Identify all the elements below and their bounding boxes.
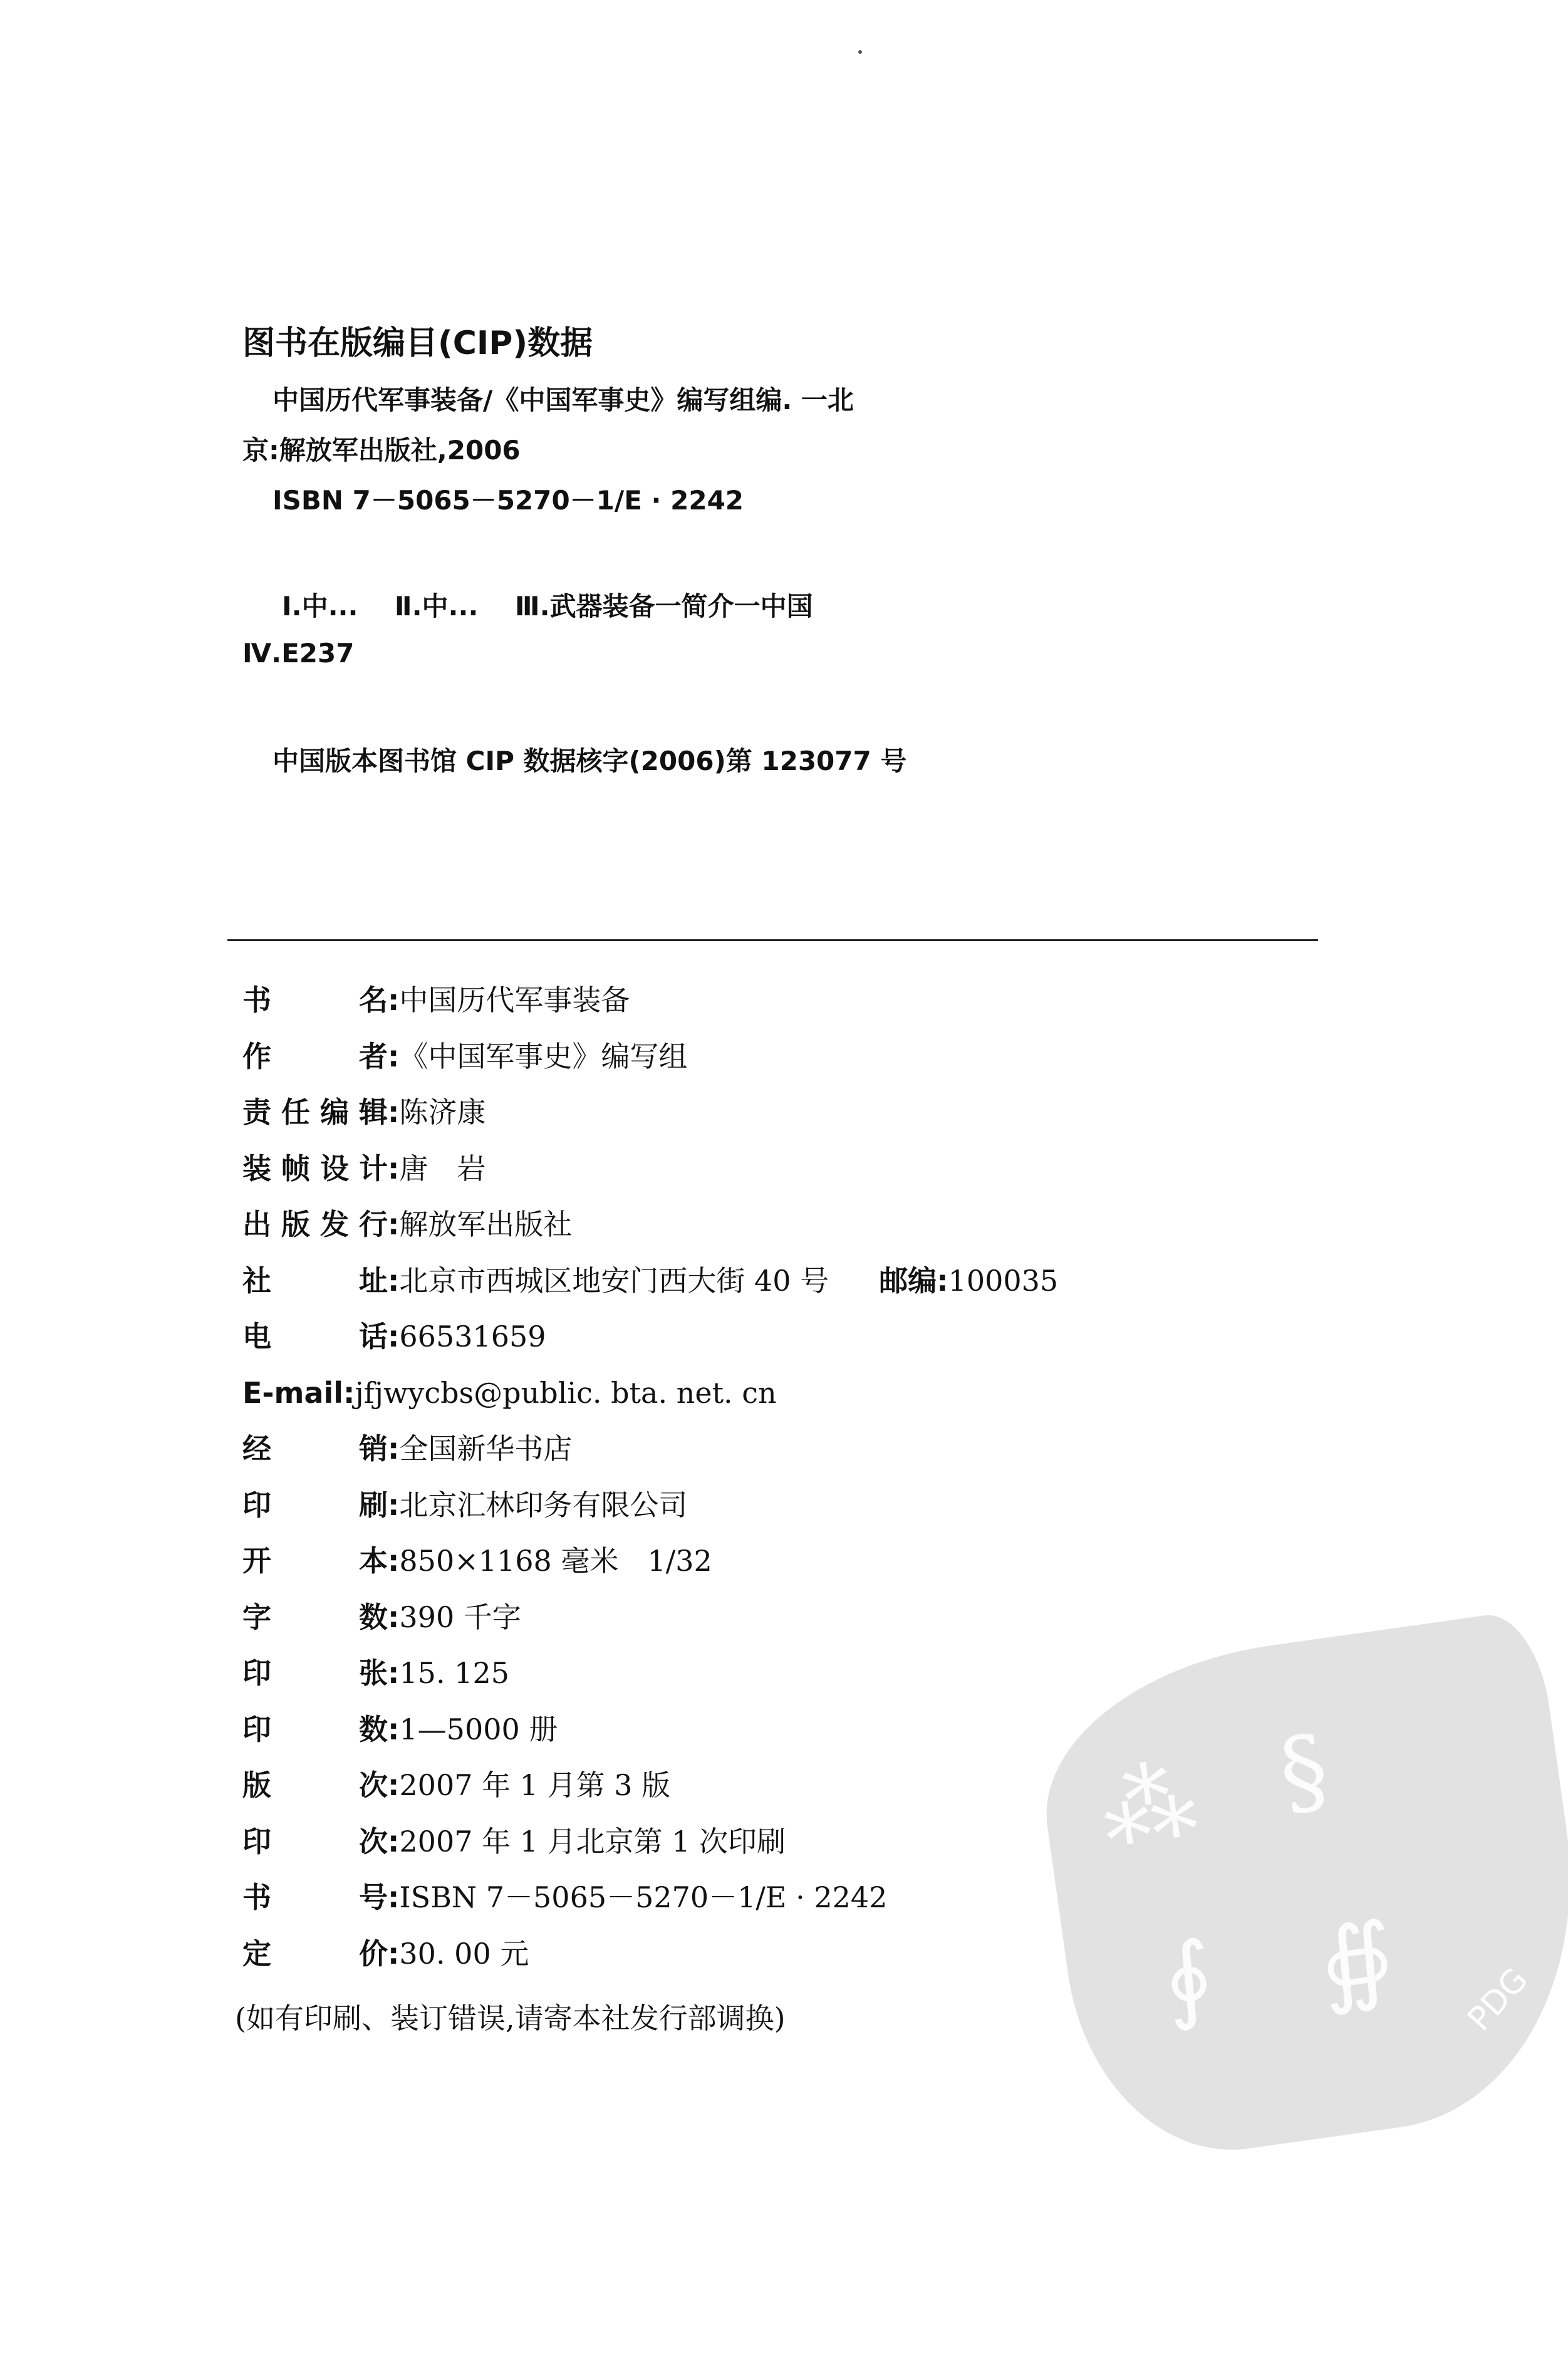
- colophon-row: [242, 1598, 521, 1636]
- colon: :: [388, 1712, 400, 1746]
- colon: :: [388, 1263, 400, 1298]
- colon: :: [388, 1432, 400, 1466]
- colophon-label: 书名: [242, 983, 388, 1017]
- colophon-row: [242, 1262, 1058, 1300]
- colophon-row: [242, 1878, 887, 1916]
- colon: :: [388, 1656, 400, 1690]
- colophon-label: 电话: [242, 1320, 388, 1353]
- colophon-label: 作者: [242, 1039, 388, 1073]
- colon: :: [388, 1207, 400, 1241]
- colophon-row: [242, 1935, 529, 1972]
- colophon-value: 2007 年 1 月第 3 版: [399, 1768, 671, 1802]
- seal-glyph: ∮: [1156, 1920, 1220, 2036]
- cip-isbn: ISBN 7－5065－5270－1/E · 2242: [273, 485, 744, 516]
- cip-line: 中国历代军事装备/《中国军事史》编写组编. 一北: [273, 385, 854, 415]
- colophon-label: 经销: [242, 1432, 388, 1466]
- colophon-label: 印次: [242, 1824, 388, 1858]
- colophon-label: 书号: [242, 1880, 388, 1914]
- colophon-row: [242, 1374, 777, 1412]
- colon: :: [343, 1375, 355, 1410]
- colophon-value: 唐 岩: [399, 1151, 486, 1185]
- colophon-value: jfjwycbs@public. bta. net. cn: [355, 1375, 777, 1410]
- colophon-row: [242, 1093, 485, 1131]
- colophon-row: [242, 1206, 572, 1243]
- colophon-row: [242, 1711, 558, 1748]
- colon: :: [388, 1880, 400, 1914]
- colophon-label: 版次: [242, 1768, 388, 1802]
- colophon-label: 出版发行: [242, 1207, 388, 1241]
- seal-glyph: §: [1273, 1714, 1335, 1830]
- colophon-row: [242, 1318, 546, 1355]
- colophon-value: 解放军出版社: [399, 1207, 573, 1241]
- postcode-value: 100035: [948, 1263, 1059, 1298]
- colophon-row: [242, 1486, 687, 1524]
- cip-heading: 图书在版编目(CIP)数据: [242, 325, 593, 362]
- colophon-value: 2007 年 1 月北京第 1 次印刷: [399, 1824, 786, 1858]
- seal-glyph: ⁂: [1094, 1746, 1203, 1867]
- cip-classification: Ⅰ.中... Ⅱ.中... Ⅲ.武器装备一简介一中国: [282, 591, 813, 622]
- colophon-value: 北京汇林印务有限公司: [399, 1488, 688, 1522]
- colophon-value: 中国历代军事装备: [399, 983, 630, 1017]
- watermark-text: PDG: [1460, 1961, 1536, 2038]
- colon: :: [388, 1768, 400, 1802]
- return-note: (如有印刷、装订错误,请寄本社发行部调换): [235, 2001, 786, 2035]
- colophon-row: [242, 1038, 687, 1075]
- colophon-value: 390 千字: [399, 1600, 521, 1634]
- scan-speck: [858, 50, 862, 54]
- divider-rule: [227, 939, 1318, 941]
- colophon-value: 《中国军事史》编写组: [399, 1039, 688, 1073]
- colophon-row: [242, 981, 630, 1019]
- colophon-label: 印数: [242, 1712, 388, 1746]
- colon: :: [388, 1320, 400, 1353]
- colon: :: [388, 1824, 400, 1858]
- colon: :: [388, 1095, 400, 1129]
- colophon-value: 1—5000 册: [399, 1712, 558, 1746]
- colophon-value: 850×1168 毫米 1/32: [399, 1544, 712, 1578]
- colon: :: [937, 1263, 948, 1298]
- colophon-row: [242, 1823, 786, 1860]
- colon: :: [388, 1488, 400, 1522]
- colophon-row: [242, 1654, 509, 1692]
- cip-class-number: Ⅳ.E237: [242, 638, 355, 669]
- colophon-value: ISBN 7－5065－5270－1/E · 2242: [399, 1880, 888, 1914]
- postcode-label: 邮编: [879, 1263, 937, 1298]
- colophon-value: 北京市西城区地安门西大街 40 号: [399, 1263, 829, 1298]
- colophon-value: 陈济康: [399, 1095, 486, 1129]
- seal-glyph: ∯: [1312, 1901, 1401, 2020]
- colophon-row: [242, 1542, 712, 1580]
- colophon-row: [242, 1430, 572, 1467]
- colophon-label: 责任编辑: [242, 1095, 388, 1129]
- colon: :: [388, 1151, 400, 1185]
- colophon-label: 社址: [242, 1263, 388, 1298]
- colophon-value: 15. 125: [399, 1656, 509, 1690]
- colophon-row: [242, 1766, 670, 1804]
- colon: :: [388, 1600, 400, 1634]
- watermark-seal: [1027, 1608, 1568, 2170]
- colophon-label: 字数: [242, 1600, 388, 1634]
- colophon-value: 全国新华书店: [399, 1432, 573, 1466]
- colophon-label: 开本: [242, 1544, 388, 1578]
- colophon-value: 30. 00 元: [399, 1936, 529, 1971]
- colon: :: [388, 1039, 400, 1073]
- colophon-label: 定价: [242, 1936, 388, 1971]
- colophon-row: [242, 1150, 485, 1187]
- colophon-label: 印刷: [242, 1488, 388, 1522]
- colophon-label: E-mail: [242, 1375, 344, 1410]
- cip-line: 京:解放军出版社,2006: [242, 435, 521, 466]
- colon: :: [388, 1544, 400, 1578]
- colophon-label: 印张: [242, 1656, 388, 1690]
- colophon-value: 66531659: [399, 1320, 546, 1353]
- colon: :: [388, 983, 400, 1017]
- colophon-label: 装帧设计: [242, 1151, 388, 1185]
- cip-approval-number: 中国版本图书馆 CIP 数据核字(2006)第 123077 号: [273, 746, 907, 776]
- colon: :: [388, 1936, 400, 1971]
